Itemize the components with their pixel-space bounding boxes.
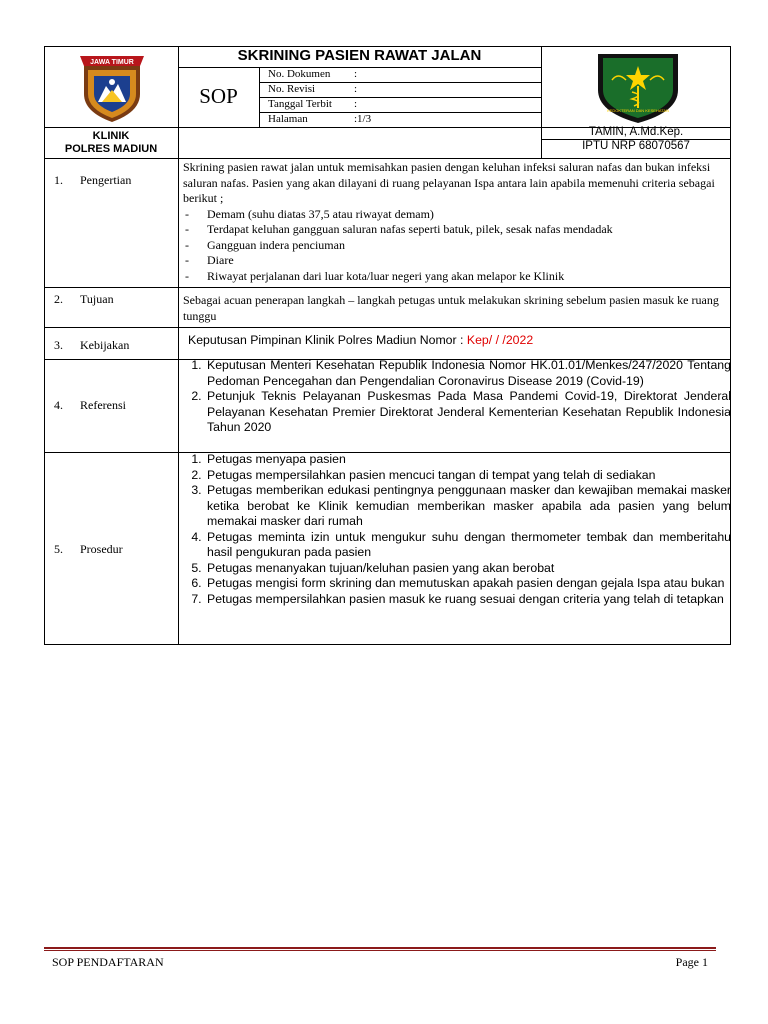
meta-value: :: [354, 68, 358, 80]
section-number: 5.: [54, 542, 63, 556]
list-item: - Riwayat perjalanan dari luar kota/luar negeri yang akan melapor ke Klinik: [183, 269, 731, 285]
meta-dokumen: [268, 68, 357, 80]
section-number: 1.: [54, 173, 63, 187]
list-item: 5. Petugas menanyakan tujuan/keluhan pasien yang akan berobat: [205, 561, 731, 577]
svg-text:KEDOKTERAN DAN KESEHATAN: KEDOKTERAN DAN KESEHATAN: [607, 108, 669, 113]
list-item: - Demam (suhu diatas 37,5 atau riwayat demam): [183, 207, 731, 223]
section-label-referensi: Referensi: [80, 398, 126, 412]
polres-badge-logo: [76, 50, 148, 124]
clinic-line-2: POLRES MADIUN: [64, 143, 158, 155]
prosedur-content: [183, 452, 731, 607]
footer-page-number: Page 1: [675, 955, 708, 969]
kebijakan-number: Kep/ / /2022: [466, 333, 534, 347]
footer-left: SOP PENDAFTARAN: [52, 955, 164, 969]
document-title: SKRINING PASIEN RAWAT JALAN: [237, 47, 482, 64]
section-number: 2.: [54, 292, 63, 306]
section-label-tujuan: Tujuan: [80, 292, 114, 306]
dokkes-logo: [596, 50, 680, 124]
meta-key: No. Dokumen: [268, 68, 331, 80]
row-divider: [44, 327, 731, 328]
list-item: 3. Petugas memberikan edukasi pentingnya penggunaan masker dan kewajiban memakai masker ketika berobat ke Klinik kemudian memberikan masker apabila ada pasien yang belum memakai masker dari rumah: [205, 483, 731, 530]
reference-list: [183, 358, 731, 436]
list-item: 2. Petugas mempersilahkan pasien mencuci tangan di tempat yang telah di sediakan: [205, 468, 731, 484]
meta-halaman: [268, 113, 371, 125]
meta-key: Tanggal Terbit: [268, 98, 332, 110]
list-item: 1. Keputusan Menteri Kesehatan Republik Indonesia Nomor HK.01.01/Menkes/247/2020 Tentang Pedoman Pencegahan dan Pengendalian Coronavirus Disease 2019 (Covid-19): [205, 358, 731, 389]
sop-label: SOP: [199, 84, 238, 108]
meta-tanggal: [268, 98, 357, 110]
row-divider: [44, 158, 731, 159]
meta-key: Halaman: [268, 113, 308, 125]
criteria-list: [183, 207, 731, 285]
meta-revisi: [268, 83, 357, 95]
clinic-name: [44, 130, 178, 156]
row-divider: [44, 287, 731, 288]
list-item: 1. Petugas menyapa pasien: [205, 452, 731, 468]
pengertian-content: [183, 160, 731, 284]
section-label-prosedur: Prosedur: [80, 542, 123, 556]
section-number: 3.: [54, 338, 63, 352]
section-label-kebijakan: Kebijakan: [80, 338, 130, 352]
signer-name: TAMIN, A.Md.Kep.: [588, 126, 684, 138]
signer-nrp: IPTU NRP 68070567: [541, 139, 731, 153]
list-item: 6. Petugas mengisi form skrining dan memutuskan apakah pasien dengan gejala Ispa atau bukan: [205, 576, 731, 592]
list-item: - Terdapat keluhan gangguan saluran nafas seperti batuk, pilek, sesak nafas mendadak: [183, 222, 731, 238]
footer-rule: [44, 947, 716, 949]
referensi-content: [183, 358, 731, 436]
signer-block: [541, 126, 731, 153]
procedure-list: [183, 452, 731, 607]
list-item: 4. Petugas meminta izin untuk mengukur suhu dengan thermometer tembak dan memberitahu hasil pengukuran pada pasien: [205, 530, 731, 561]
title-divider: [178, 67, 541, 68]
tujuan-text: Sebagai acuan penerapan langkah – langkah petugas untuk melakukan skrining sebelum pasien masuk ke ruang tunggu: [183, 293, 719, 323]
meta-key: No. Revisi: [268, 83, 316, 95]
column-divider: [178, 46, 179, 645]
pengertian-intro: Skrining pasien rawat jalan untuk memisahkan pasien dengan keluhan infeksi saluran nafas dan bukan infeksi saluran nafas. Pasien yang akan dilayani di ruang pelayanan Ispa antara lain apabila memenuhi criteria sebagai berikut ;: [183, 160, 715, 205]
kebijakan-text: [188, 333, 736, 349]
list-item: - Diare: [183, 253, 731, 269]
section-number: 4.: [54, 398, 63, 412]
clinic-line-1: KLINIK: [92, 130, 130, 142]
list-item: 7. Petugas mempersilahkan pasien masuk ke ruang sesuai dengan criteria yang telah di tetapkan: [205, 592, 731, 608]
list-item: 2. Petunjuk Teknis Pelayanan Puskesmas Pada Masa Pandemi Covid-19, Direktorat Jenderal Pelayanan Kesehatan Premier Direktorat Jenderal Kementerian Kesehatan Republik Indonesia Tahun 2020: [205, 389, 731, 436]
meta-value: :: [354, 98, 358, 110]
meta-value: :: [354, 83, 358, 95]
meta-value: :1/3: [354, 113, 372, 125]
footer-rule-thin: [44, 950, 716, 951]
section-label-pengertian: Pengertian: [80, 173, 132, 187]
list-item: - Gangguan indera penciuman: [183, 238, 731, 254]
svg-text:JAWA TIMUR: JAWA TIMUR: [90, 59, 134, 66]
kebijakan-text-main: Keputusan Pimpinan Klinik Polres Madiun Nomor :: [188, 333, 467, 347]
